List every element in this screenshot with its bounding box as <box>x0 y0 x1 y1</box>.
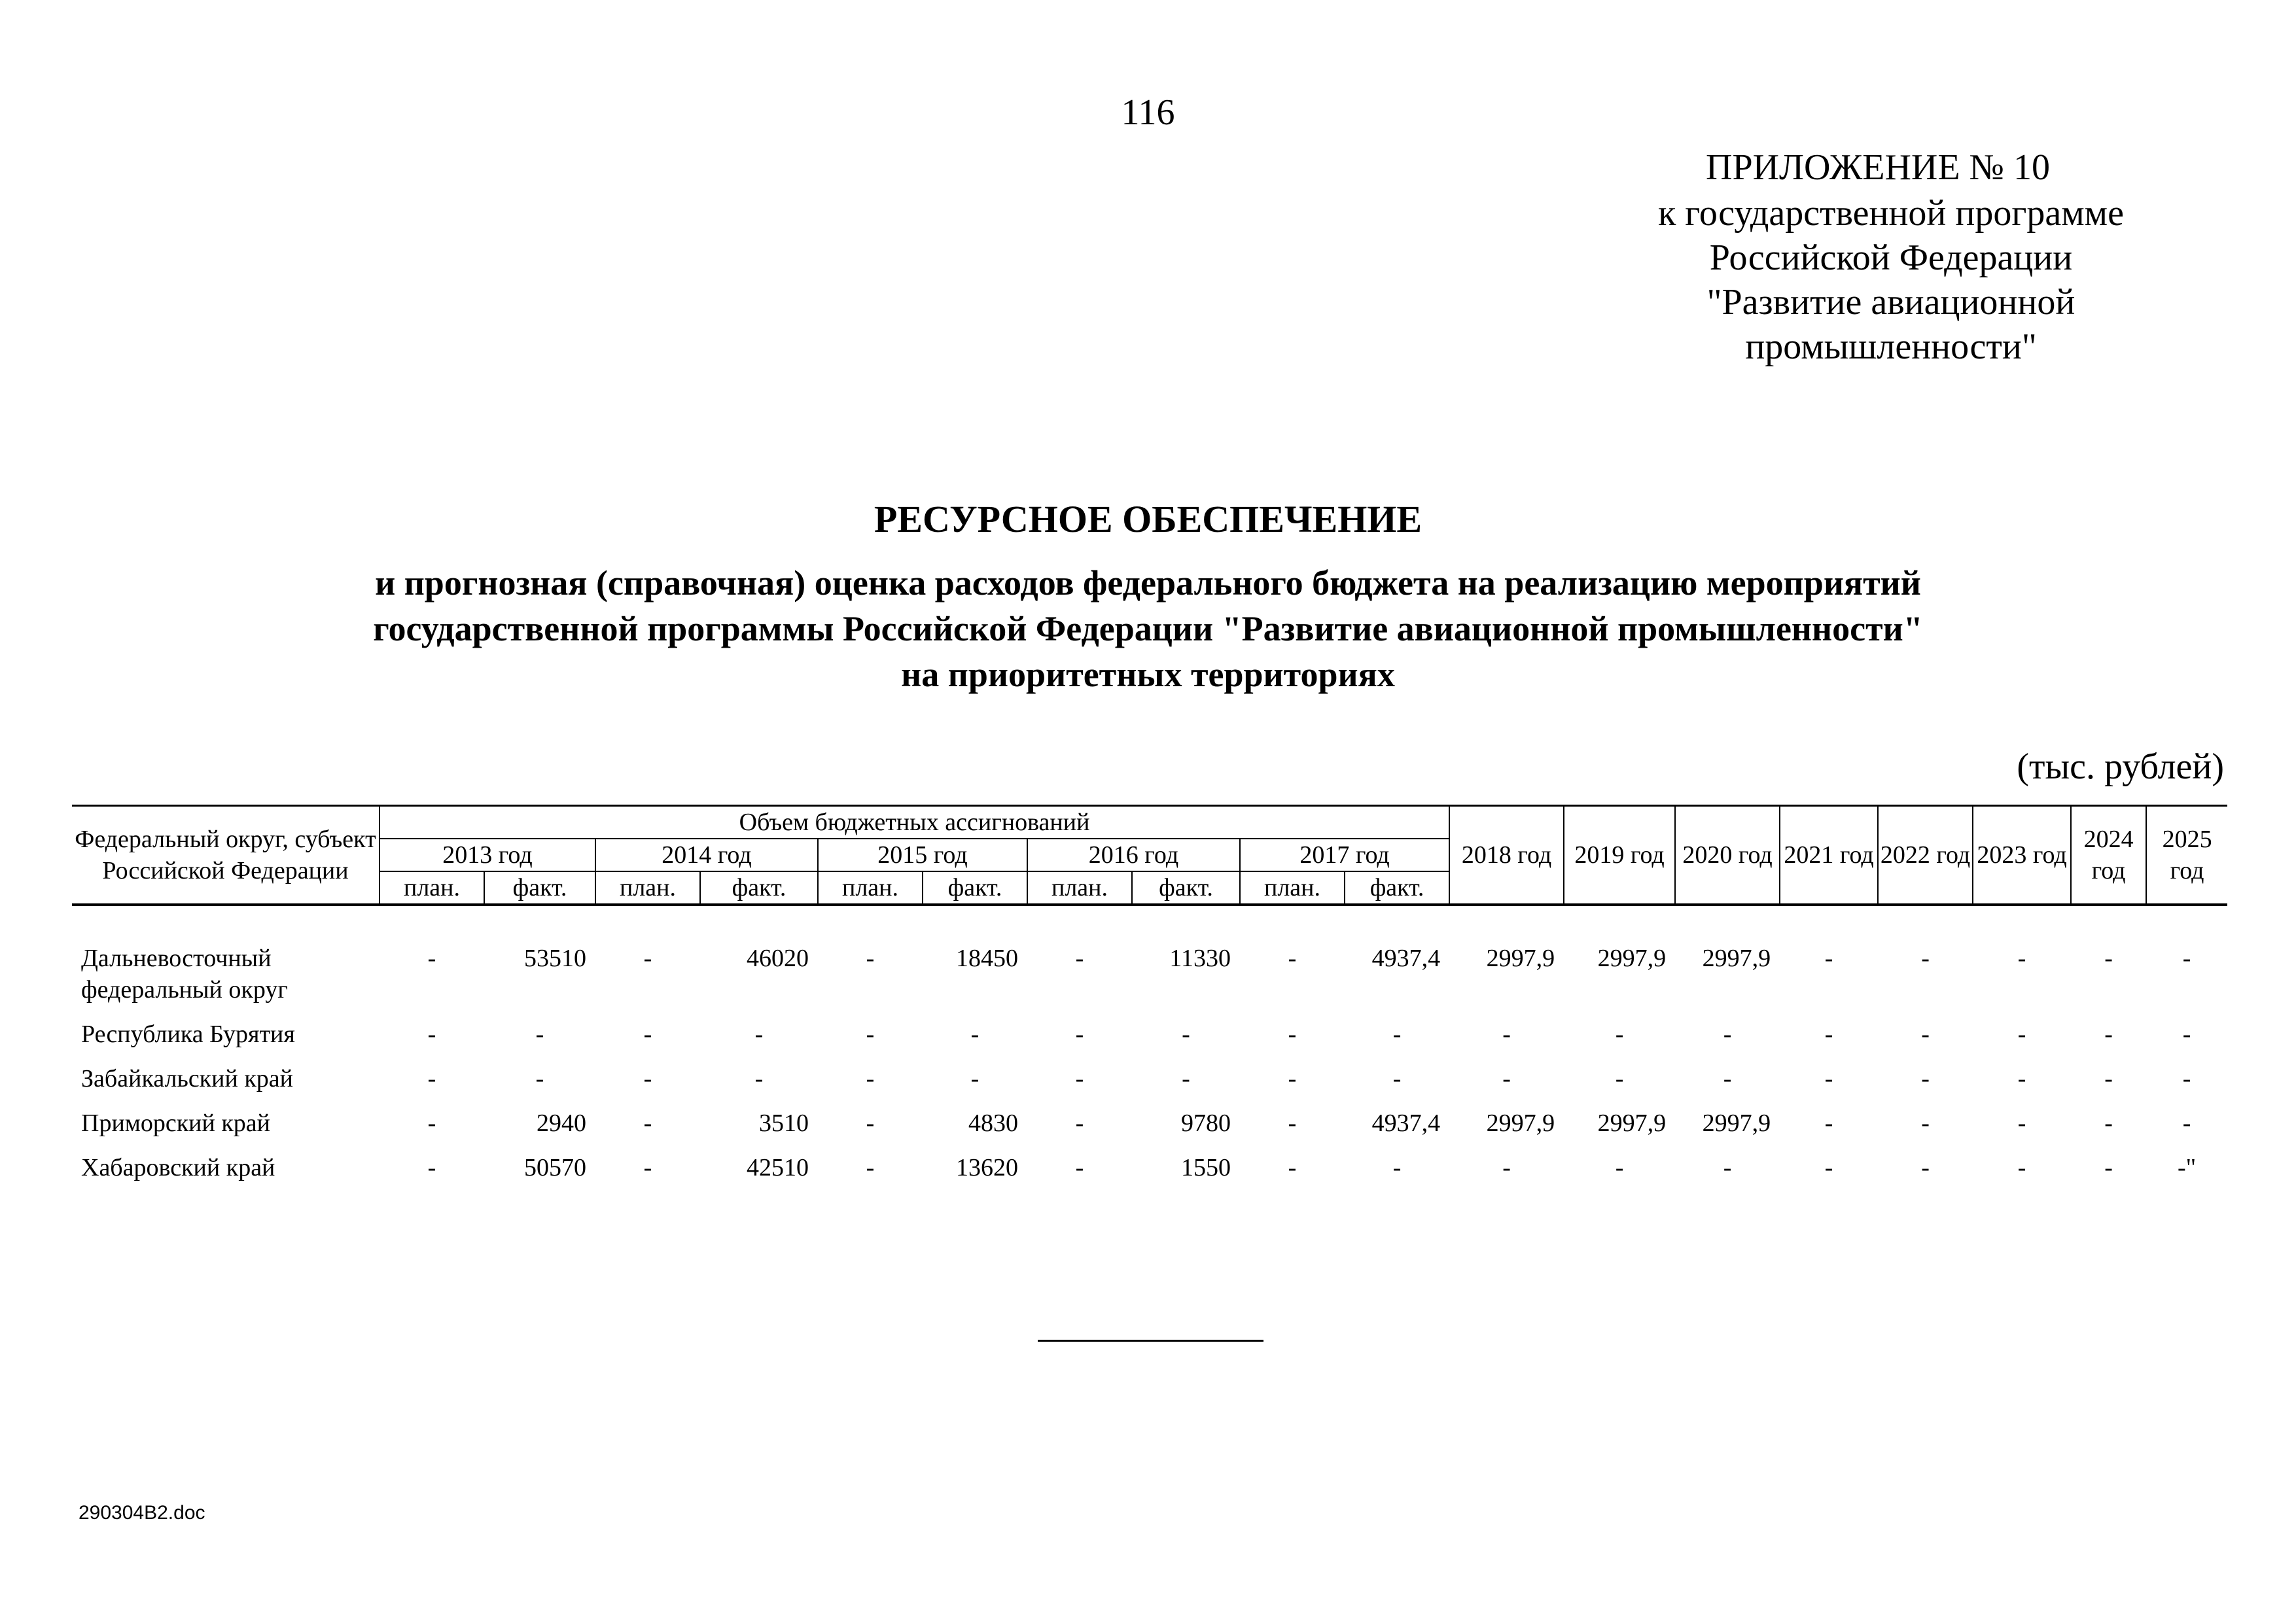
value-cell: 4937,4 <box>1371 1109 1441 1137</box>
value-cell: 9780 <box>1181 1109 1231 1137</box>
value-cell: - <box>2104 945 2113 972</box>
header-year: 2020 год <box>1675 806 1780 905</box>
value-cell: - <box>1288 1065 1297 1092</box>
header-plan: план. <box>380 871 484 905</box>
value-cell: - <box>2182 1021 2191 1048</box>
value-cell: - <box>866 1109 875 1137</box>
value-cell: - <box>2104 1021 2113 1048</box>
table-row <box>72 1058 2227 1102</box>
value-cell: - <box>754 1065 764 1092</box>
value-cell: - <box>1392 1154 1402 1181</box>
region-cell: Республика Бурятия <box>81 1021 295 1048</box>
value-cell: - <box>1824 1154 1833 1181</box>
value-cell: - <box>427 945 436 972</box>
value-cell: - <box>535 1065 544 1092</box>
value-cell: - <box>427 1109 436 1137</box>
value-cell: - <box>1615 1154 1624 1181</box>
table-row <box>72 1102 2227 1147</box>
header-year: 2021 год <box>1780 806 1878 905</box>
value-cell: 2997,9 <box>1702 945 1771 972</box>
header-region: Федеральный округ, субъект Российской Федерации <box>72 806 380 905</box>
value-cell: - <box>643 1109 652 1137</box>
value-cell: - <box>1075 1109 1084 1137</box>
value-cell: 2997,9 <box>1702 1109 1771 1137</box>
header-plan: план. <box>818 871 923 905</box>
value-cell: - <box>1824 1109 1833 1137</box>
value-cell: - <box>1075 1065 1084 1092</box>
appendix-line: Российской Федерации <box>1709 237 2073 278</box>
value-cell: - <box>1288 945 1297 972</box>
value-cell: - <box>2182 1109 2191 1137</box>
value-cell: 3510 <box>759 1109 809 1137</box>
value-cell: - <box>1502 1154 1511 1181</box>
header-year: 2016 год <box>1027 839 1240 871</box>
document-subtitle-line: на приоритетных территориях <box>901 655 1395 694</box>
value-cell: - <box>866 1065 875 1092</box>
value-cell: - <box>1723 1021 1732 1048</box>
region-cell: Хабаровский край <box>81 1154 275 1181</box>
value-cell: 50570 <box>524 1154 586 1181</box>
value-cell: - <box>1288 1154 1297 1181</box>
resource-table <box>72 805 2227 1191</box>
value-cell: - <box>2017 1065 2026 1092</box>
table-row <box>72 937 2227 1013</box>
value-cell: - <box>1723 1065 1732 1092</box>
value-cell: - <box>427 1021 436 1048</box>
value-cell: 4830 <box>968 1109 1018 1137</box>
value-cell: - <box>1182 1065 1190 1092</box>
value-cell: - <box>1921 1065 1930 1092</box>
value-cell: - <box>643 1021 652 1048</box>
value-cell: - <box>1392 1065 1402 1092</box>
table-row <box>72 1147 2227 1191</box>
header-fact: факт. <box>923 871 1027 905</box>
value-cell: - <box>427 1154 436 1181</box>
header-plan: план. <box>1027 871 1132 905</box>
document-subtitle-line: государственной программы Российской Федерации "Развитие авиационной промышленности" <box>373 609 1923 648</box>
value-cell: - <box>1921 945 1930 972</box>
value-cell: 4937,4 <box>1371 945 1441 972</box>
header-budget-group: Объем бюджетных ассигнований <box>380 806 1449 839</box>
value-cell: 46020 <box>747 945 809 972</box>
header-year: 2018 год <box>1449 806 1564 905</box>
table-header <box>72 806 2227 905</box>
region-cell: Дальневосточный федеральный округ <box>81 945 288 1003</box>
header-year: 2013 год <box>380 839 595 871</box>
value-cell: - <box>1824 1065 1833 1092</box>
value-cell: - <box>1824 945 1833 972</box>
value-cell: - <box>1288 1109 1297 1137</box>
value-cell: 1550 <box>1181 1154 1231 1181</box>
header-plan: план. <box>1240 871 1345 905</box>
value-cell: - <box>427 1065 436 1092</box>
value-cell: - <box>1921 1021 1930 1048</box>
header-plan: план. <box>595 871 700 905</box>
value-cell: - <box>643 1154 652 1181</box>
value-cell: - <box>2182 1065 2191 1092</box>
units-label: (тыс. рублей) <box>2017 746 2224 787</box>
value-cell: - <box>1723 1154 1732 1181</box>
value-cell: 2997,9 <box>1486 1109 1555 1137</box>
value-cell: 2940 <box>537 1109 586 1137</box>
header-year: 2024 год <box>2071 806 2146 905</box>
value-cell: - <box>2017 1109 2026 1137</box>
value-cell: - <box>2017 1021 2026 1048</box>
header-year: 2025 год <box>2146 806 2227 905</box>
value-cell: - <box>643 1065 652 1092</box>
header-year: 2023 год <box>1973 806 2071 905</box>
appendix-title: ПРИЛОЖЕНИЕ № 10 <box>1706 147 2050 188</box>
header-fact: факт. <box>484 871 595 905</box>
value-cell: - <box>1502 1065 1511 1092</box>
appendix-line: промышленности" <box>1745 326 2037 367</box>
appendix-line: к государственной программе <box>1658 193 2124 234</box>
value-cell: - <box>643 945 652 972</box>
value-cell: 2997,9 <box>1486 945 1555 972</box>
value-cell: - <box>970 1065 980 1092</box>
value-cell: - <box>2104 1154 2113 1181</box>
region-cell: Забайкальский край <box>81 1065 293 1092</box>
header-year: 2014 год <box>595 839 818 871</box>
value-cell: - <box>2017 1154 2026 1181</box>
value-cell: - <box>2017 945 2026 972</box>
value-cell: - <box>535 1021 544 1048</box>
page-number: 116 <box>1121 92 1175 133</box>
value-cell: - <box>1075 945 1084 972</box>
header-year: 2017 год <box>1240 839 1449 871</box>
value-cell: - <box>1182 1021 1190 1048</box>
value-cell: - <box>2104 1109 2113 1137</box>
value-cell: 18450 <box>956 945 1018 972</box>
value-cell: - <box>1288 1021 1297 1048</box>
value-cell: - <box>1392 1021 1402 1048</box>
document-subtitle-line: и прогнозная (справочная) оценка расходов федерального бюджета на реализацию мероприятий <box>375 563 1921 602</box>
value-cell: - <box>866 1154 875 1181</box>
footer-divider <box>1038 1340 1263 1342</box>
header-year: 2022 год <box>1878 806 1973 905</box>
value-cell: 53510 <box>524 945 586 972</box>
header-fact: факт. <box>1345 871 1449 905</box>
value-cell: - <box>2104 1065 2113 1092</box>
value-cell: - <box>1075 1021 1084 1048</box>
value-cell: -" <box>2177 1154 2197 1181</box>
header-year: 2019 год <box>1564 806 1675 905</box>
spacer-row <box>72 905 2227 937</box>
value-cell: - <box>970 1021 980 1048</box>
header-fact: факт. <box>700 871 818 905</box>
value-cell: - <box>2182 945 2191 972</box>
value-cell: 2997,9 <box>1597 1109 1667 1137</box>
value-cell: 42510 <box>747 1154 809 1181</box>
value-cell: 2997,9 <box>1597 945 1667 972</box>
value-cell: - <box>1615 1021 1624 1048</box>
value-cell: 11330 <box>1169 945 1231 972</box>
appendix-line: "Развитие авиационной <box>1706 282 2075 323</box>
document-title: РЕСУРСНОЕ ОБЕСПЕЧЕНИЕ <box>874 498 1422 540</box>
value-cell: - <box>1075 1154 1084 1181</box>
header-year: 2015 год <box>818 839 1027 871</box>
value-cell: - <box>866 1021 875 1048</box>
value-cell: - <box>1824 1021 1833 1048</box>
value-cell: - <box>1921 1154 1930 1181</box>
value-cell: - <box>866 945 875 972</box>
document-file-name: 290304В2.doc <box>79 1502 205 1524</box>
value-cell: - <box>1502 1021 1511 1048</box>
value-cell: - <box>1615 1065 1624 1092</box>
table-row <box>72 1013 2227 1058</box>
header-fact: факт. <box>1132 871 1240 905</box>
value-cell: 13620 <box>956 1154 1018 1181</box>
value-cell: - <box>1921 1109 1930 1137</box>
value-cell: - <box>754 1021 764 1048</box>
table-body <box>72 905 2227 1191</box>
region-cell: Приморский край <box>81 1109 270 1137</box>
